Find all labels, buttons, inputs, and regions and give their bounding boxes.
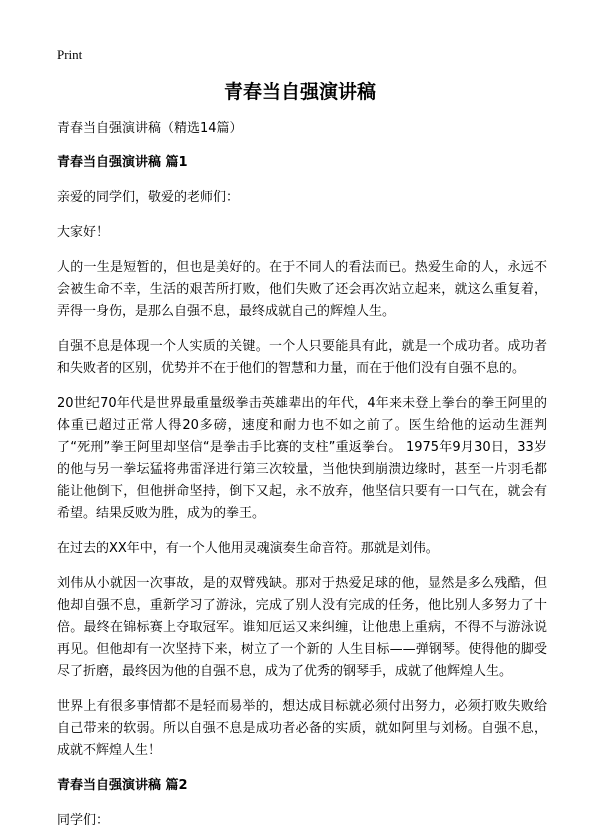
paragraph-ali: 20世纪70年代是世界最重量级拳击英雄辈出的年代，4年来未登上拳台的拳王阿里的体重已超过正常人得20多磅，速度和耐力也不如之前了。医生给他的运动生涯判了“死刑”拳王阿里却坚信“是拳击手比赛的支柱”重返拳台。 1975年9月30日，33岁的他与另一拳坛猛将弗雷泽进行第三次较量，当他快到崩溃边缘时，甚至一片羽毛都能让他倒下，但他拼命坚持，倒下又起，永不放弃，他坚信只要有一口气在，就会有希望。结果反败为胜，成为的拳王。 [57, 396, 547, 521]
paragraph-liuwei-story: 刘伟从小就因一次事故，是的双臂残缺。那对于热爱足球的他，显然是多么残酷，但他却自强不息，重新学习了游泳，完成了别人没有完成的任务，他比别人多努力了十倍。最终在锦标赛上夺取冠军。谁知厄运又来纠缠，让他患上重病，不得不与游泳说再见。但他却有一次坚持下来，树立了一个新的 人生目标——弹钢琴。使得他的脚受尽了折磨，最终因为他的自强不息，成为了优秀的钢琴手，成就了他辉煌人生。 [57, 576, 547, 679]
document-title: 青春当自强演讲稿 [223, 81, 376, 103]
document-body [57, 118, 547, 828]
paragraph-section2-greeting: 同学们： [57, 813, 110, 828]
paragraph-life: 人的一生是短暂的，但也是美好的。在于不同人的看法而已。热爱生命的人，永远不会被生命不幸，生活的艰苦所打败，他们失败了还会再次站立起来，就这么重复着，弄得一身伤，是那么自强不息，最终成就自己的辉煌人生。 [57, 260, 547, 319]
paragraph-greeting: 亲爱的同学们，敬爱的老师们： [57, 190, 240, 205]
section-heading-2: 青春当自强演讲稿 篇2 [57, 778, 188, 793]
paragraph-liuwei-intro: 在过去的XX年中，有一个人他用灵魂演奏生命音符。那就是刘伟。 [57, 541, 439, 556]
document-subtitle: 青春当自强演讲稿（精选14篇） [57, 121, 243, 136]
paragraph-hello: 大家好！ [57, 225, 110, 240]
paragraph-conclusion: 世界上有很多事情都不是轻而易举的，想达成目标就必须付出努力，必须打败失败给自己带来的软弱。所以自强不息是成功者必备的实质，就如阿里与刘杨。自强不息，成就不辉煌人生！ [57, 699, 547, 758]
paragraph-self-improvement: 自强不息是体现一个人实质的关键。一个人只要能具有此，就是一个成功者。成功者和失败者的区别，优势并不在于他们的智慧和力量，而在于他们没有自强不息的。 [57, 339, 547, 376]
section-heading-1: 青春当自强演讲稿 篇1 [57, 155, 188, 170]
print-link[interactable]: Print [57, 47, 83, 62]
